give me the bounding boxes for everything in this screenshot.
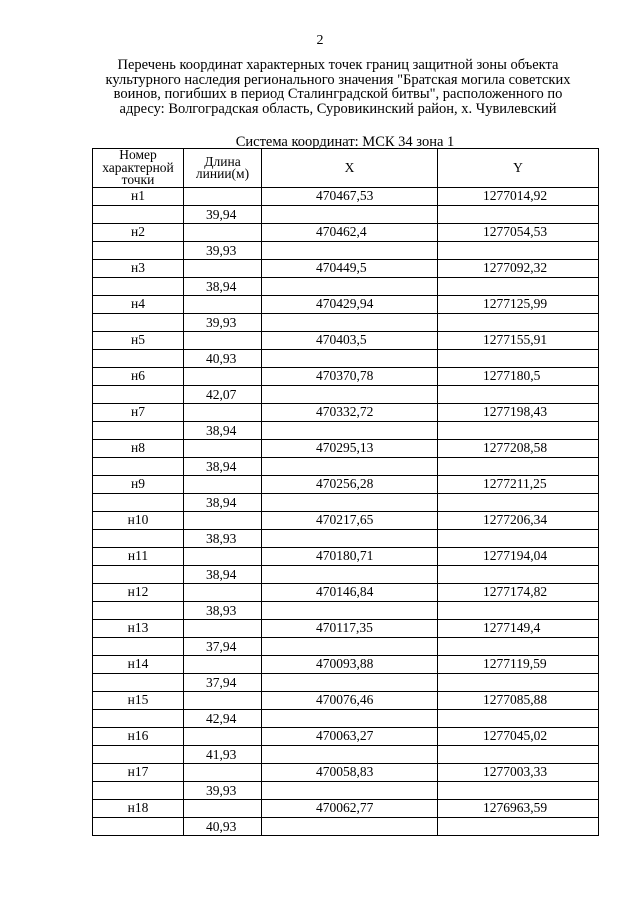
point-number-cell: н18 bbox=[93, 800, 184, 818]
point-number-cell: н14 bbox=[93, 656, 184, 674]
empty-cell bbox=[93, 637, 184, 656]
y-coordinate-cell: 1277206,34 bbox=[438, 512, 599, 530]
y-coordinate-cell: 1277194,04 bbox=[438, 548, 599, 566]
x-coordinate-cell: 470429,94 bbox=[262, 296, 438, 314]
empty-cell bbox=[93, 457, 184, 476]
x-coordinate-cell: 470462,4 bbox=[262, 224, 438, 242]
line-length-cell: 38,94 bbox=[184, 493, 262, 512]
empty-cell bbox=[93, 781, 184, 800]
table-row bbox=[93, 728, 599, 746]
table-row bbox=[93, 260, 599, 278]
x-coordinate-cell: 470062,77 bbox=[262, 800, 438, 818]
empty-cell bbox=[184, 404, 262, 422]
segment-row bbox=[93, 421, 599, 440]
empty-cell bbox=[438, 493, 599, 512]
empty-cell bbox=[93, 709, 184, 728]
point-number-cell: н16 bbox=[93, 728, 184, 746]
empty-cell bbox=[262, 385, 438, 404]
y-coordinate-cell: 1277155,91 bbox=[438, 332, 599, 350]
empty-cell bbox=[262, 277, 438, 296]
line-length-cell: 40,93 bbox=[184, 817, 262, 836]
empty-cell bbox=[262, 565, 438, 584]
table-row bbox=[93, 224, 599, 242]
empty-cell bbox=[262, 745, 438, 764]
empty-cell bbox=[262, 349, 438, 368]
x-coordinate-cell: 470370,78 bbox=[262, 368, 438, 386]
line-length-cell: 39,94 bbox=[184, 205, 262, 224]
point-number-cell: н8 bbox=[93, 440, 184, 458]
y-coordinate-cell: 1277174,82 bbox=[438, 584, 599, 602]
point-number-cell: н13 bbox=[93, 620, 184, 638]
y-coordinate-cell: 1277208,58 bbox=[438, 440, 599, 458]
segment-row bbox=[93, 637, 599, 656]
point-number-cell: н11 bbox=[93, 548, 184, 566]
line-length-cell: 37,94 bbox=[184, 673, 262, 692]
empty-cell bbox=[93, 385, 184, 404]
empty-cell bbox=[262, 673, 438, 692]
empty-cell bbox=[93, 601, 184, 620]
segment-row bbox=[93, 673, 599, 692]
header-x: X bbox=[262, 149, 438, 188]
empty-cell bbox=[262, 709, 438, 728]
empty-cell bbox=[438, 421, 599, 440]
table-row bbox=[93, 800, 599, 818]
segment-row bbox=[93, 493, 599, 512]
page-number: 2 bbox=[316, 33, 324, 48]
empty-cell bbox=[93, 313, 184, 332]
line-length-cell: 38,94 bbox=[184, 565, 262, 584]
empty-cell bbox=[93, 745, 184, 764]
y-coordinate-cell: 1277014,92 bbox=[438, 188, 599, 206]
empty-cell bbox=[184, 764, 262, 782]
point-number-cell: н12 bbox=[93, 584, 184, 602]
x-coordinate-cell: 470467,53 bbox=[262, 188, 438, 206]
empty-cell bbox=[438, 529, 599, 548]
empty-cell bbox=[184, 548, 262, 566]
empty-cell bbox=[93, 565, 184, 584]
document-title bbox=[88, 58, 588, 116]
empty-cell bbox=[184, 800, 262, 818]
empty-cell bbox=[262, 493, 438, 512]
empty-cell bbox=[438, 205, 599, 224]
point-number-cell: н10 bbox=[93, 512, 184, 530]
point-number-cell: н2 bbox=[93, 224, 184, 242]
line-length-cell: 40,93 bbox=[184, 349, 262, 368]
empty-cell bbox=[184, 332, 262, 350]
empty-cell bbox=[184, 440, 262, 458]
empty-cell bbox=[184, 476, 262, 494]
segment-row bbox=[93, 745, 599, 764]
line-length-cell: 39,93 bbox=[184, 241, 262, 260]
x-coordinate-cell: 470117,35 bbox=[262, 620, 438, 638]
table-row bbox=[93, 692, 599, 710]
empty-cell bbox=[438, 349, 599, 368]
empty-cell bbox=[262, 205, 438, 224]
x-coordinate-cell: 470217,65 bbox=[262, 512, 438, 530]
empty-cell bbox=[184, 260, 262, 278]
title-line: Перечень координат характерных точек границ защитной зоны объекта bbox=[117, 57, 559, 73]
x-coordinate-cell: 470058,83 bbox=[262, 764, 438, 782]
y-coordinate-cell: 1277119,59 bbox=[438, 656, 599, 674]
empty-cell bbox=[184, 296, 262, 314]
y-coordinate-cell: 1277149,4 bbox=[438, 620, 599, 638]
segment-row bbox=[93, 277, 599, 296]
empty-cell bbox=[438, 313, 599, 332]
header-y: Y bbox=[438, 149, 599, 188]
empty-cell bbox=[262, 421, 438, 440]
empty-cell bbox=[438, 457, 599, 476]
empty-cell bbox=[438, 673, 599, 692]
empty-cell bbox=[262, 817, 438, 836]
segment-row bbox=[93, 709, 599, 728]
segment-row bbox=[93, 457, 599, 476]
table-row bbox=[93, 512, 599, 530]
line-length-cell: 38,94 bbox=[184, 277, 262, 296]
segment-row bbox=[93, 313, 599, 332]
table-row bbox=[93, 584, 599, 602]
empty-cell bbox=[184, 224, 262, 242]
point-number-cell: н17 bbox=[93, 764, 184, 782]
empty-cell bbox=[262, 313, 438, 332]
empty-cell bbox=[93, 529, 184, 548]
empty-cell bbox=[184, 368, 262, 386]
y-coordinate-cell: 1277211,25 bbox=[438, 476, 599, 494]
empty-cell bbox=[438, 565, 599, 584]
table-row bbox=[93, 476, 599, 494]
segment-row bbox=[93, 241, 599, 260]
empty-cell bbox=[93, 421, 184, 440]
line-length-cell: 37,94 bbox=[184, 637, 262, 656]
empty-cell bbox=[438, 709, 599, 728]
x-coordinate-cell: 470295,13 bbox=[262, 440, 438, 458]
x-coordinate-cell: 470449,5 bbox=[262, 260, 438, 278]
table-row bbox=[93, 620, 599, 638]
title-line: культурного наследия регионального значения "Братская могила советских bbox=[105, 71, 571, 88]
empty-cell bbox=[184, 584, 262, 602]
line-length-cell: 42,07 bbox=[184, 385, 262, 404]
segment-row bbox=[93, 817, 599, 836]
empty-cell bbox=[184, 512, 262, 530]
y-coordinate-cell: 1276963,59 bbox=[438, 800, 599, 818]
y-coordinate-cell: 1277092,32 bbox=[438, 260, 599, 278]
point-number-cell: н9 bbox=[93, 476, 184, 494]
empty-cell bbox=[184, 728, 262, 746]
segment-row bbox=[93, 601, 599, 620]
empty-cell bbox=[93, 493, 184, 512]
table-row bbox=[93, 368, 599, 386]
x-coordinate-cell: 470093,88 bbox=[262, 656, 438, 674]
coordinates-table bbox=[92, 148, 599, 836]
empty-cell bbox=[438, 781, 599, 800]
point-number-cell: н15 bbox=[93, 692, 184, 710]
table-row bbox=[93, 656, 599, 674]
empty-cell bbox=[262, 457, 438, 476]
x-coordinate-cell: 470063,27 bbox=[262, 728, 438, 746]
empty-cell bbox=[93, 349, 184, 368]
header-point-number: Номер характерной точки bbox=[93, 149, 184, 188]
empty-cell bbox=[262, 601, 438, 620]
segment-row bbox=[93, 205, 599, 224]
empty-cell bbox=[438, 385, 599, 404]
empty-cell bbox=[438, 637, 599, 656]
empty-cell bbox=[184, 692, 262, 710]
empty-cell bbox=[438, 241, 599, 260]
point-number-cell: н5 bbox=[93, 332, 184, 350]
y-coordinate-cell: 1277085,88 bbox=[438, 692, 599, 710]
empty-cell bbox=[262, 781, 438, 800]
point-number-cell: н4 bbox=[93, 296, 184, 314]
empty-cell bbox=[184, 656, 262, 674]
empty-cell bbox=[93, 277, 184, 296]
line-length-cell: 38,94 bbox=[184, 421, 262, 440]
table-row bbox=[93, 188, 599, 206]
point-number-cell: н7 bbox=[93, 404, 184, 422]
segment-row bbox=[93, 529, 599, 548]
segment-row bbox=[93, 385, 599, 404]
empty-cell bbox=[262, 529, 438, 548]
header-line-length: Длина линии(м) bbox=[184, 149, 262, 188]
y-coordinate-cell: 1277045,02 bbox=[438, 728, 599, 746]
line-length-cell: 39,93 bbox=[184, 313, 262, 332]
empty-cell bbox=[93, 241, 184, 260]
title-line: адресу: Волгоградская область, Суровикинский район, х. Чувилевский bbox=[119, 100, 557, 117]
line-length-cell: 38,93 bbox=[184, 601, 262, 620]
empty-cell bbox=[93, 673, 184, 692]
line-length-cell: 38,93 bbox=[184, 529, 262, 548]
x-coordinate-cell: 470180,71 bbox=[262, 548, 438, 566]
line-length-cell: 38,94 bbox=[184, 457, 262, 476]
empty-cell bbox=[93, 205, 184, 224]
table-row bbox=[93, 548, 599, 566]
segment-row bbox=[93, 781, 599, 800]
x-coordinate-cell: 470332,72 bbox=[262, 404, 438, 422]
point-number-cell: н3 bbox=[93, 260, 184, 278]
table-row bbox=[93, 440, 599, 458]
x-coordinate-cell: 470146,84 bbox=[262, 584, 438, 602]
y-coordinate-cell: 1277003,33 bbox=[438, 764, 599, 782]
coordinate-system-label: Система координат: МСК 34 зона 1 bbox=[235, 134, 455, 150]
line-length-cell: 39,93 bbox=[184, 781, 262, 800]
empty-cell bbox=[184, 188, 262, 206]
table-row bbox=[93, 296, 599, 314]
title-line: воинов, погибших в период Сталинградской битвы", расположенного по bbox=[113, 86, 563, 102]
empty-cell bbox=[262, 241, 438, 260]
y-coordinate-cell: 1277198,43 bbox=[438, 404, 599, 422]
empty-cell bbox=[438, 601, 599, 620]
line-length-cell: 41,93 bbox=[184, 745, 262, 764]
table-row bbox=[93, 332, 599, 350]
x-coordinate-cell: 470076,46 bbox=[262, 692, 438, 710]
empty-cell bbox=[438, 277, 599, 296]
table-row bbox=[93, 404, 599, 422]
point-number-cell: н6 bbox=[93, 368, 184, 386]
point-number-cell: н1 bbox=[93, 188, 184, 206]
table-header-row bbox=[93, 149, 599, 188]
x-coordinate-cell: 470256,28 bbox=[262, 476, 438, 494]
empty-cell bbox=[438, 745, 599, 764]
empty-cell bbox=[93, 817, 184, 836]
x-coordinate-cell: 470403,5 bbox=[262, 332, 438, 350]
empty-cell bbox=[438, 817, 599, 836]
empty-cell bbox=[184, 620, 262, 638]
y-coordinate-cell: 1277180,5 bbox=[438, 368, 599, 386]
empty-cell bbox=[262, 637, 438, 656]
y-coordinate-cell: 1277125,99 bbox=[438, 296, 599, 314]
table-row bbox=[93, 764, 599, 782]
segment-row bbox=[93, 349, 599, 368]
y-coordinate-cell: 1277054,53 bbox=[438, 224, 599, 242]
segment-row bbox=[93, 565, 599, 584]
line-length-cell: 42,94 bbox=[184, 709, 262, 728]
